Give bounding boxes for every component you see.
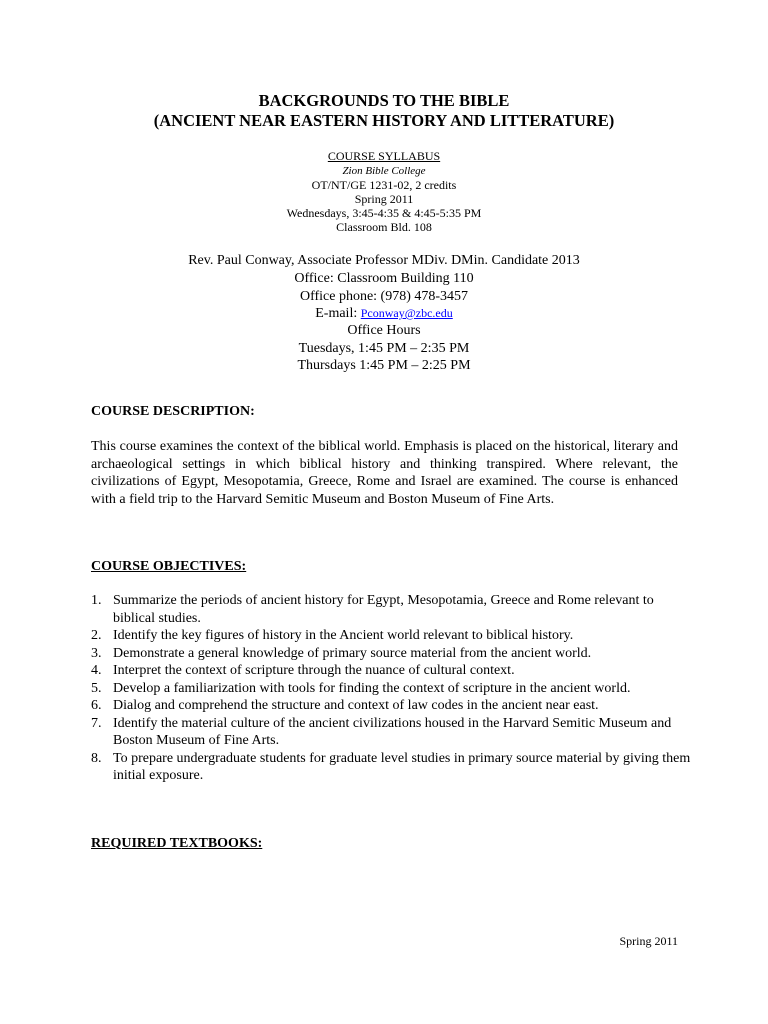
instructor-phone: Office phone: (978) 478-3457 [299, 289, 469, 304]
list-item [91, 662, 691, 680]
objectives-list [91, 592, 691, 785]
list-item-number: 5. [91, 680, 102, 696]
email-label: E-mail: [315, 306, 361, 321]
syllabus-label: COURSE SYLLABUS [327, 149, 441, 163]
list-item-number: 2. [91, 628, 102, 643]
list-item-text: Identify the key figures of history in the Ancient world relevant to biblical history. [113, 628, 574, 643]
required-textbooks-heading: REQUIRED TEXTBOOKS: [91, 836, 263, 851]
course-code: OT/NT/GE 1231-02, 2 credits [311, 178, 457, 192]
list-item-number: 8. [91, 750, 102, 766]
instructor-office: Office: Classroom Building 110 [294, 271, 474, 286]
list-item [91, 592, 691, 627]
list-item [91, 645, 691, 663]
course-description-heading: COURSE DESCRIPTION: [91, 404, 255, 419]
college-name: Zion Bible College [342, 165, 426, 177]
office-hours-tuesday: Tuesdays, 1:45 PM – 2:35 PM [298, 341, 470, 356]
office-hours-label: Office Hours [347, 323, 421, 338]
page-footer: Spring 2011 [619, 934, 678, 948]
course-term: Spring 2011 [354, 192, 414, 206]
list-item [91, 680, 691, 698]
list-item-text: Develop a familiarization with tools for finding the context of scripture in the ancient world. [113, 680, 631, 696]
instructor-name: Rev. Paul Conway, Associate Professor MDiv. DMin. Candidate 2013 [188, 253, 580, 268]
list-item-number: 7. [91, 715, 102, 731]
course-schedule: Wednesdays, 3:45-4:35 & 4:45-5:35 PM [286, 206, 482, 220]
list-item-number: 6. [91, 698, 102, 713]
list-item-text: Interpret the context of scripture through the nuance of cultural context. [113, 663, 515, 678]
course-objectives-heading: COURSE OBJECTIVES: [91, 559, 247, 574]
course-description-text: This course examines the context of the biblical world. Emphasis is placed on the historical, literary and archaeological settings in which biblical history and thinking transpired. Where relevant, the civilizations of Egypt, Mesopotamia, Greece, Rome and Israel are examined. The course is enhanced with a field trip to the Harvard Semitic Museum and Boston Museum of Fine Arts. [91, 439, 678, 507]
list-item [91, 697, 691, 715]
list-item [91, 715, 691, 750]
list-item-text: To prepare undergraduate students for graduate level studies in primary source material by giving them initial exposure. [113, 750, 691, 783]
list-item-text: Dialog and comprehend the structure and context of law codes in the ancient near east. [113, 698, 599, 713]
list-item-text: Summarize the periods of ancient history for Egypt, Mesopotamia, Greece and Rome relevant to biblical studies. [113, 593, 654, 626]
list-item-number: 3. [91, 645, 102, 661]
list-item-number: 4. [91, 663, 102, 678]
email-link[interactable]: Pconway@zbc.edu [360, 306, 453, 320]
list-item-number: 1. [91, 593, 102, 608]
instructor-email-line [0, 305, 768, 323]
document-title-line-1: BACKGROUNDS TO THE BIBLE [258, 91, 510, 110]
list-item [91, 627, 691, 645]
document-title-line-2: (ANCIENT NEAR EASTERN HISTORY AND LITTERATURE) [153, 111, 615, 130]
office-hours-thursday: Thursdays 1:45 PM – 2:25 PM [297, 358, 471, 373]
course-room: Classroom Bld. 108 [336, 220, 432, 234]
list-item-text: Identify the material culture of the ancient civilizations housed in the Harvard Semitic Museum and Boston Museum of Fine Arts. [113, 715, 672, 748]
list-item-text: Demonstrate a general knowledge of primary source material from the ancient world. [113, 645, 592, 661]
list-item [91, 750, 691, 785]
